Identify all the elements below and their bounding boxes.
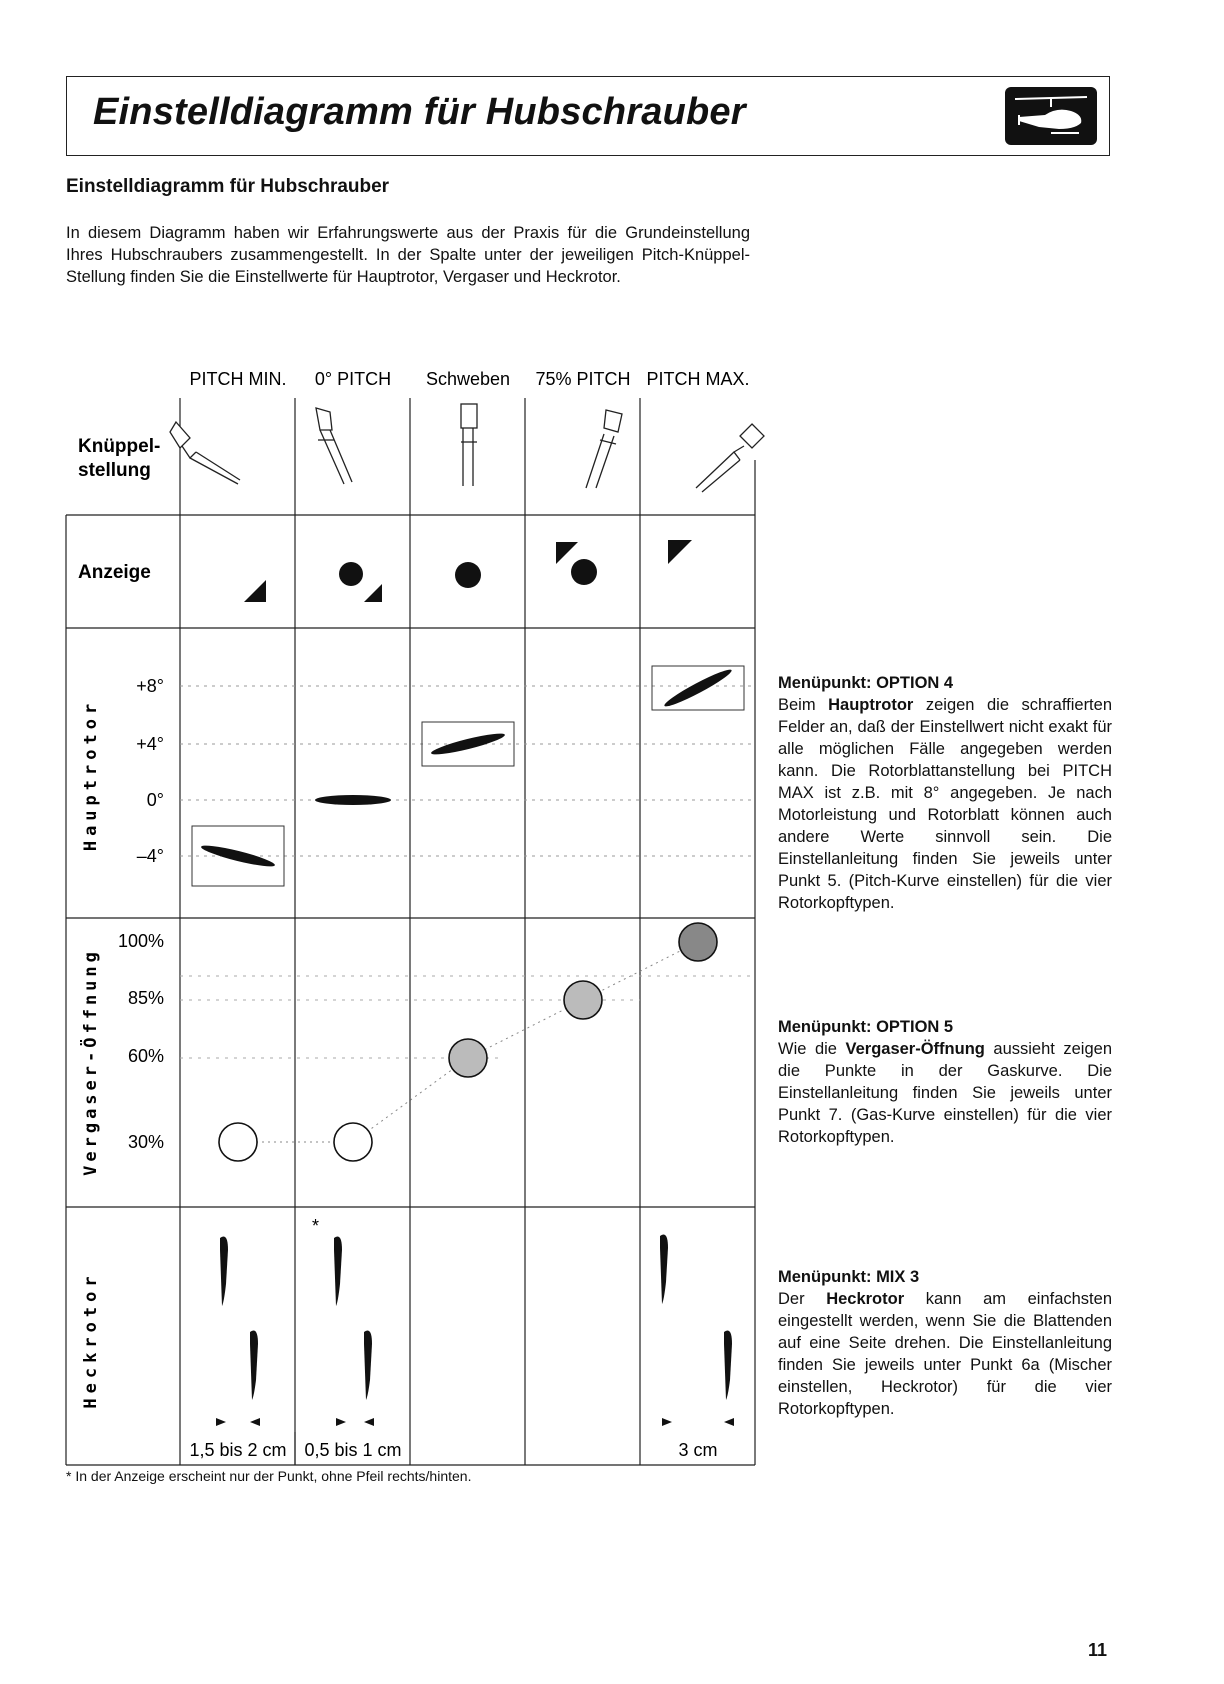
tail-measurement: 1,5 bis 2 cm	[189, 1440, 287, 1460]
arrow-left-icon	[250, 1418, 260, 1426]
column-header: PITCH MIN.	[189, 369, 287, 389]
side-note-strong: Vergaser-Öffnung	[845, 1040, 985, 1058]
tail-blade	[250, 1331, 258, 1401]
tail-blade	[334, 1237, 342, 1307]
axis-tick: 30%	[127, 1132, 164, 1152]
axis-tick: 0°	[146, 790, 164, 810]
axis-tick: –4°	[136, 846, 164, 866]
page-number: 11	[1088, 1640, 1108, 1660]
side-note-option4	[778, 672, 1112, 914]
arrow-left-icon	[724, 1418, 734, 1426]
throttle-curve	[219, 923, 717, 1161]
dot-icon	[455, 562, 481, 588]
display-symbols	[244, 540, 692, 602]
column-header: 75% PITCH	[535, 369, 631, 389]
column-header: 0° PITCH	[314, 369, 392, 389]
throttle-point	[334, 1123, 372, 1161]
tail-blade	[364, 1331, 372, 1401]
throttle-point	[679, 923, 717, 961]
rotor-blade	[662, 666, 734, 711]
page-title: Einstelldiagramm für Hubschrauber	[93, 91, 746, 133]
side-note-text: aussieht zeigen die Punkte in der Gaskurve. Die Einstellanleitung finden Sie jeweils unter Punkt 7. (Gas-Kurve einstellen) für die vier Rotorkopftypen.	[778, 1040, 1112, 1146]
rotor-blade-marks	[192, 666, 744, 886]
side-note-heading: Menüpunkt: MIX 3	[778, 1268, 920, 1286]
main-rotor-guides	[180, 686, 755, 856]
axis-tick: +8°	[136, 676, 164, 696]
side-note-heading: Menüpunkt: OPTION 4	[778, 674, 954, 692]
side-note-option5	[778, 1016, 1112, 1148]
column-header: PITCH MAX.	[646, 369, 750, 389]
tail-blade	[220, 1237, 228, 1307]
tail-measurement: 3 cm	[678, 1440, 718, 1460]
row-label-tail-rotor: Heckrotor	[81, 1271, 101, 1409]
axis-tick: 85%	[127, 988, 164, 1008]
arrow-right-icon	[216, 1418, 226, 1426]
footnote-marker: *	[312, 1216, 320, 1236]
axis-tick: 60%	[127, 1046, 164, 1066]
throttle-point	[449, 1039, 487, 1077]
section-subtitle: Einstelldiagramm für Hubschrauber	[66, 176, 390, 197]
side-note-text: kann am einfachsten eingestellt werden, wenn Sie die Blattenden auf eine Seite drehen. Die Einstellanleitung finden Sie jeweils unter Punkt 6a (Mischer einstellen, Heckrotor) für die vier Rotorkopftypen.	[778, 1290, 1112, 1418]
tail-blade	[724, 1331, 732, 1401]
side-note-strong: Hauptrotor	[828, 696, 914, 714]
side-note-text: Wie die	[778, 1040, 846, 1058]
stick-icon-pitch-max	[696, 424, 764, 492]
arrow-left-icon	[364, 1418, 374, 1426]
stick-icon-75-pitch	[586, 410, 622, 488]
side-note-text: Beim	[778, 696, 829, 714]
dot-icon	[339, 562, 363, 586]
row-label-stick: Knüppel-	[78, 436, 161, 457]
stick-icon-0-pitch	[316, 408, 352, 484]
row-label-main-rotor: Hauptrotor	[81, 698, 101, 852]
footnote: * In der Anzeige erscheint nur der Punkt, ohne Pfeil rechts/hinten.	[66, 1468, 472, 1484]
side-note-text: zeigen die schraffierten Felder an, daß der Einstellwert nicht exakt für alle möglichen Fälle angegeben werden kann. Die Rotorblattanstellung bei PITCH MAX ist z.B. mit 8° angegeben. Je nach Motorleistung und Rotorblatt können auch andere Werte sinnvoll sein. Die Einstellanleitung finden Sie jeweils unter Punkt 5. (Pitch-Kurve einstellen) für die vier Rotorkopftypen.	[778, 696, 1112, 912]
stick-icon-hover	[461, 404, 477, 486]
side-note-heading: Menüpunkt: OPTION 5	[778, 1018, 954, 1036]
tail-measurement: 0,5 bis 1 cm	[304, 1440, 402, 1460]
side-note-strong: Heckrotor	[826, 1290, 905, 1308]
axis-tick: +4°	[136, 734, 164, 754]
grid-lines	[66, 398, 755, 1465]
column-header: Schweben	[425, 369, 511, 389]
rotor-blade	[200, 842, 276, 870]
throttle-point	[564, 981, 602, 1019]
tail-blade	[660, 1235, 668, 1305]
row-label-stick: stellung	[78, 460, 151, 481]
side-note-mix3	[778, 1266, 1112, 1420]
side-note-text: Der	[778, 1290, 827, 1308]
arrow-up-left-icon	[556, 542, 578, 564]
arrow-down-right-icon	[244, 580, 266, 602]
row-label-display: Anzeige	[78, 562, 151, 583]
dot-icon	[571, 559, 597, 585]
throttle-point	[219, 1123, 257, 1161]
arrow-right-icon	[336, 1418, 346, 1426]
stick-position-icons	[170, 404, 764, 492]
rotor-blade	[315, 795, 391, 805]
arrow-down-right-icon	[364, 584, 382, 602]
arrow-right-icon	[662, 1418, 672, 1426]
intro-paragraph: In diesem Diagramm haben wir Erfahrungswerte aus der Praxis für die Grundeinstellung Ihres Hubschraubers zusammengestellt. In der Spalte unter der jeweiligen Pitch-Knüppel-Stellung finden Sie die Einstellwerte für Hauptrotor, Vergaser und Heckrotor.	[66, 224, 750, 286]
row-label-throttle: Vergaser-Öffnung	[81, 948, 101, 1176]
arrow-up-left-icon	[668, 540, 692, 564]
axis-tick: 100%	[117, 931, 164, 951]
tail-blade-marks	[216, 1235, 734, 1427]
